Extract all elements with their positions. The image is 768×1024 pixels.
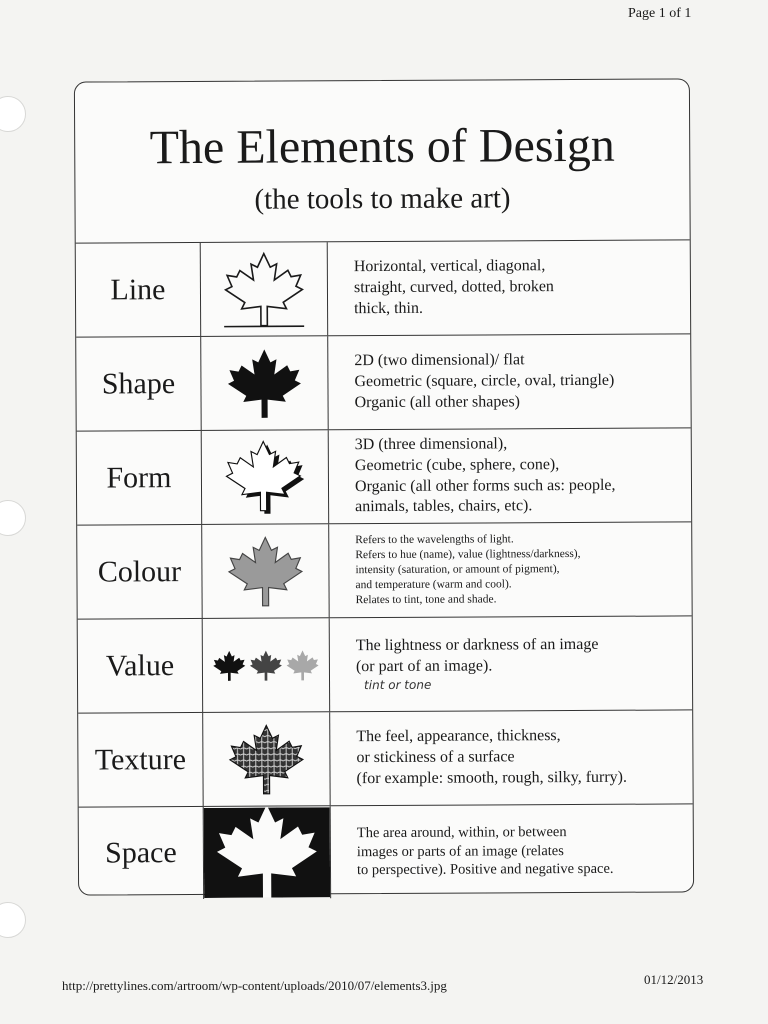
- value-leaves-icon: [203, 618, 330, 712]
- element-description: The area around, within, or between images or parts of an image (relates to perspective). Positive and negative space.: [356, 823, 614, 879]
- design-elements-table: [74, 78, 694, 895]
- page-subtitle: (the tools to make art): [254, 182, 511, 216]
- table-row: [76, 240, 690, 337]
- table-row: [78, 710, 692, 807]
- texture-leaf-icon: [203, 712, 330, 806]
- table-row: [79, 804, 693, 899]
- element-description: Horizontal, vertical, diagonal, straight, curved, dotted, broken thick, thin.: [353, 257, 554, 318]
- element-name: Colour: [77, 525, 202, 619]
- table-row: [78, 616, 692, 713]
- element-name: Value: [78, 619, 203, 713]
- page-title: The Elements of Design: [149, 118, 615, 175]
- footer-date: 01/12/2013: [644, 972, 704, 987]
- element-name: Form: [77, 431, 202, 525]
- element-name: Shape: [76, 337, 201, 431]
- footer-url: http://prettylines.com/artroom/wp-content/uploads/2010/07/elements3.jpg: [62, 978, 447, 993]
- colour-leaf-icon: [202, 524, 329, 618]
- element-description: 2D (two dimensional)/ flat Geometric (square, circle, oval, triangle) Organic (all other shapes): [354, 351, 615, 412]
- element-description: Refers to the wavelengths of light. Refers to hue (name), value (lightness/darkness), intensity (saturation, or amount of pigment), and temperature (warm and cool). Relates to tint, tone and shade.: [355, 533, 581, 607]
- table-header: [75, 79, 690, 243]
- element-name: Line: [76, 243, 201, 337]
- form-leaf-icon: [202, 430, 329, 524]
- element-description: The lightness or darkness of an image (or part of an image). tint or tone: [330, 616, 692, 711]
- table-row: [77, 522, 691, 619]
- element-description: The feel, appearance, thickness, or stickiness of a surface (for example: smooth, rough, silky, furry).: [356, 727, 628, 788]
- shape-leaf-icon: [201, 336, 328, 430]
- punch-hole: [0, 500, 26, 536]
- handwritten-note: tint or tone: [363, 677, 432, 692]
- space-negative-leaf-icon: [204, 806, 331, 899]
- punch-hole: [0, 96, 26, 132]
- page-number: Page 1 of 1: [628, 6, 692, 21]
- punch-hole: [0, 902, 26, 938]
- element-description: 3D (three dimensional), Geometric (cube, sphere, cone), Organic (all other forms such as: people, animals, tables, chairs, etc).: [354, 435, 616, 516]
- table-row: [77, 428, 691, 525]
- element-name: Space: [79, 807, 204, 900]
- line-leaf-icon: [201, 242, 328, 336]
- element-name: Texture: [78, 713, 203, 807]
- table-row: [76, 334, 690, 431]
